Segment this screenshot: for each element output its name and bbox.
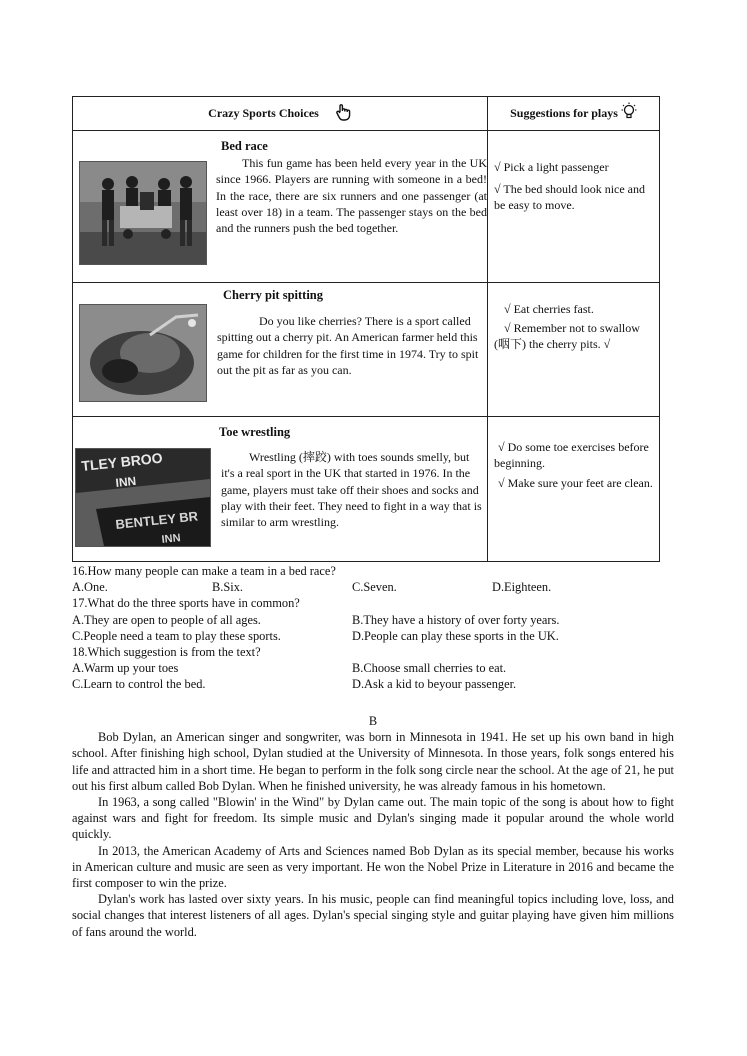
toe-wrestling-photo — [75, 448, 211, 547]
passage-paragraph: Bob Dylan, an American singer and songwriter, was born in Minnesota in 1941. He set up his own band in high school. After finishing high school, Dylan studied at the University of Minnesota. In those years, folk songs entered his life and attracted him in a short time. He began to perform in the folk song circle near the school. At the age of 21, he put out his first album called Bob Dylan. When he finished university, he was already famous in his hometown. — [72, 730, 674, 793]
toe-wrestling-title: Toe wrestling — [219, 425, 291, 439]
lightbulb-icon — [621, 102, 637, 126]
sign-text-inn-top: INN — [114, 473, 137, 490]
option-d: D.People can play these sports in the UK. — [352, 628, 559, 643]
question-17-stem: 17.What do the three sports have in common? — [72, 596, 300, 611]
cherry-pit-cell — [73, 283, 488, 417]
bed-race-title: Bed race — [221, 139, 268, 153]
section-heading: B — [368, 714, 378, 728]
suggestion-item: √ Do some toe exercises before beginning. — [494, 440, 649, 470]
toe-wrestling-text — [221, 449, 483, 530]
bed-race-paragraph: This fun game has been held every year in the UK since 1966. Players are running with someone in a bed! In the race, there are six runners and one passenger (at least over 18) in a team. The passenger stays on the bed and the runners push the bed together. — [216, 156, 487, 236]
passage-paragraph: In 2013, the American Academy of Arts and Sciences named Bob Dylan as its special member, because his works in American culture and music are seen as very important. He won the Nobel Prize in Literature in 2016 and became the first composer to win the prize. — [72, 843, 674, 891]
question-16-options — [72, 579, 672, 595]
toe-wrestling-suggestions-cell — [488, 417, 660, 562]
table-header-row — [73, 97, 660, 131]
row-cherry-pit — [73, 283, 660, 417]
cherry-pit-suggestions-cell — [488, 283, 660, 417]
option-b: B.They have a history of over forty years. — [352, 612, 560, 627]
option-a: A.They are open to people of all ages. — [72, 612, 261, 627]
cherry-pit-title: Cherry pit spitting — [223, 288, 323, 302]
option-b: B.Choose small cherries to eat. — [352, 661, 507, 676]
sign-text-top: TLEY BROO — [80, 449, 164, 474]
toe-wrestling-paragraph: Wrestling (摔跤) with toes sounds smelly, but it's a real sport in the UK that started in 1976. In the game, players must take off their shoes and socks and play with their feet. They need to fight in a way that is similar to arm wrestling. — [221, 450, 482, 530]
question-18-options-ab — [72, 660, 672, 676]
question-18-options-cd — [72, 676, 672, 692]
option-a: A.Warm up your toes — [72, 661, 179, 676]
questions-section — [72, 563, 672, 693]
question-16-stem: 16.How many people can make a team in a bed race? — [72, 564, 336, 578]
suggestion-item: √ Pick a light passenger — [494, 160, 609, 174]
bed-race-cell — [73, 131, 488, 283]
row-bed-race — [73, 131, 660, 283]
header-right-label: Suggestions for plays — [510, 105, 618, 120]
option-c: C.People need a team to play these sports. — [72, 628, 281, 643]
toe-wrestling-cell — [73, 417, 488, 562]
suggestion-item: √ Eat cherries fast. — [504, 302, 594, 316]
option-a: A.One. — [72, 580, 108, 595]
hand-pointer-icon — [334, 103, 352, 125]
bed-race-photo — [79, 161, 207, 265]
question-18-stem: 18.Which suggestion is from the text? — [72, 644, 261, 659]
sign-text-bottom: BENTLEY BR — [114, 508, 199, 532]
cherry-pit-photo — [79, 304, 207, 402]
option-c: C.Seven. — [352, 580, 397, 595]
option-d: D.Ask a kid to beyour passenger. — [352, 677, 517, 692]
passage-paragraph: In 1963, a song called "Blowin' in the Wind" by Dylan came out. The main topic of the song is about how to fight against wars and fight for freedom. Its simple music and Dylan's singing made it popular around the whole world quickly. — [72, 795, 674, 842]
passage-paragraph: Dylan's work has lasted over sixty years. In his music, people can find meaningful topics including love, loss, and social changes that interest listeners of all ages. Dylan's special singing style and guitar playing have given him millions of fans around the world. — [72, 892, 674, 939]
header-crazy-sports — [73, 97, 488, 131]
question-17-options-ab — [72, 612, 672, 628]
bed-race-suggestions-cell — [488, 131, 660, 283]
option-d: D.Eighteen. — [492, 580, 552, 595]
question-17-options-cd — [72, 628, 672, 644]
cherry-pit-paragraph: Do you like cherries? There is a sport called spitting out a cherry pit. An American farmer held this game for children for the first time in 1974. Try to spit out the pit as far as you can. — [217, 314, 479, 377]
suggestion-item: √ The bed should look nice and be easy to move. — [494, 182, 646, 212]
suggestion-item: √ Remember not to swallow (咽下) the cherry pits. √ — [494, 321, 640, 351]
suggestion-item: √ Make sure your feet are clean. — [498, 476, 653, 490]
sign-text-inn-bottom: INN — [161, 532, 182, 546]
sports-table — [72, 96, 660, 562]
option-b: B.Six. — [212, 580, 243, 595]
passage-b — [72, 713, 674, 940]
row-toe-wrestling — [73, 417, 660, 562]
header-suggestions — [488, 97, 660, 131]
header-left-label: Crazy Sports Choices — [208, 105, 319, 120]
option-c: C.Learn to control the bed. — [72, 677, 206, 692]
cherry-pit-text — [217, 313, 479, 378]
bed-race-text — [216, 155, 487, 236]
